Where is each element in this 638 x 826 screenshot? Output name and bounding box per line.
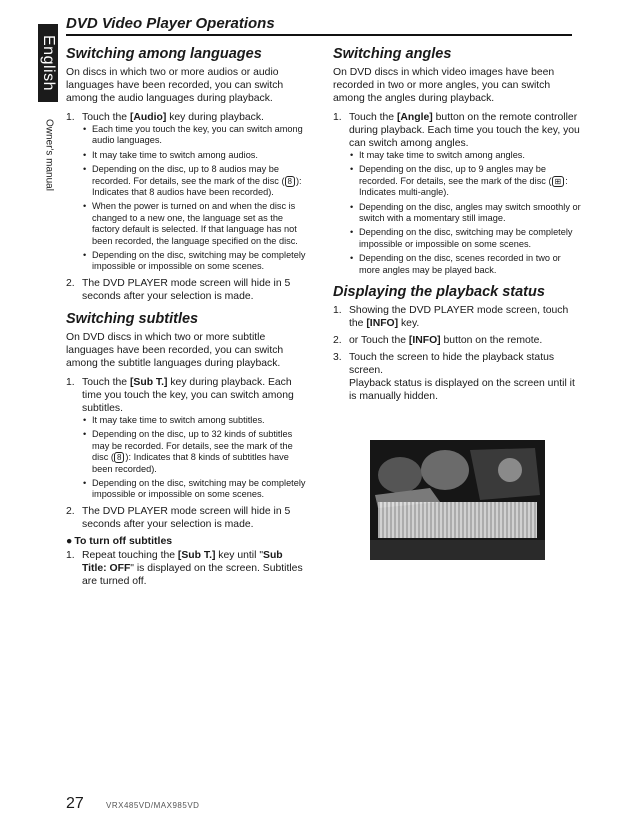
languages-notes	[82, 124, 310, 273]
page-header-title: DVD Video Player Operations	[66, 15, 275, 32]
section-heading-subtitles: Switching subtitles	[66, 310, 199, 327]
audio-mark-icon: 8	[285, 176, 295, 187]
list-item: • Depending on the disc, switching may be completely impossible or impossible on some scenes.	[349, 227, 581, 250]
section-heading-languages: Switching among languages	[66, 46, 262, 62]
languages-steps	[66, 111, 310, 303]
subtitle-mark-icon: 8	[114, 452, 124, 463]
language-tab-label: English	[40, 35, 57, 91]
subtitles-step-1: 1. Touch the [Sub T.] key during playback. Each time you touch the key, you can switch among subtitles. • It may take time to switch among subtitles. • Depending on the disc, up to 32 kinds of subtitles may be recorded. For details, see the mark of the disc ( 8 ): Indicates that 8 kinds of subtitles have been recorded). • Depending on the disc, switching may be completely impossible or impossible on some scenes.	[66, 376, 310, 501]
page-number: 27	[66, 795, 84, 812]
languages-step-1: 1. Touch the [Audio] key during playback. • Each time you touch the key, you can switch among audio languages. • It may take time to switch among audios. • Depending on the disc, up to 8 audios may be recorded. For details, see the mark of the disc ( 8 ): Indicates that 8 audios have been recorded). • When the power is turned on and when the disc is changed to a new one, the language set as the factory default is selected. If that language has not been recorded, the language specified on the disc. • Depending on the disc, switching may be completely impossible or impossible on some scenes.	[66, 111, 310, 273]
status-step-3: 3. Touch the screen to hide the playback status screen. Playback status is displayed on the screen until it is manually hidden.	[333, 352, 575, 403]
angles-notes	[349, 150, 581, 276]
status-steps	[333, 304, 581, 403]
turn-off-step-1: 1. Repeat touching the [Sub T.] key until "Sub Title: OFF" is displayed on the screen. Subtitles are turned off.	[66, 549, 303, 587]
turn-off-subtitles-heading: ● To turn off subtitles	[66, 535, 310, 547]
angles-steps	[333, 111, 581, 276]
section-heading-angles: Switching angles	[333, 46, 452, 62]
header-rule	[66, 34, 572, 36]
languages-step-2: 2. The DVD PLAYER mode screen will hide in 5 seconds after your selection is made.	[66, 277, 291, 302]
list-item: • It may take time to switch among audios.	[82, 150, 310, 161]
status-overlay-bar	[378, 502, 537, 538]
status-step-1: 1. Showing the DVD PLAYER mode screen, touch the [INFO] key.	[333, 305, 569, 330]
list-item: • Depending on the disc, up to 8 audios may be recorded. For details, see the mark of the disc ( 8 ): Indicates that 8 audios have been recorded).	[82, 164, 310, 198]
list-item: • Each time you touch the key, you can switch among audio languages.	[82, 124, 310, 147]
list-item: • Depending on the disc, up to 9 angles may be recorded. For details, see the mark of the disc ( ⊞ : Indicates multi-angle).	[349, 164, 581, 198]
subtitles-notes	[82, 415, 310, 501]
list-item: • Depending on the disc, up to 32 kinds of subtitles may be recorded. For details, see the mark of the disc ( 8 ): Indicates that 8 kinds of subtitles have been recorded).	[82, 429, 310, 475]
languages-intro: On discs in which two or more audios or audio languages have been recorded, you can switch among the audio languages during playback.	[66, 67, 284, 104]
subtitles-intro: On DVD discs in which two or more subtitle languages have been recorded, you can switch among the subtitle languages during playback.	[66, 331, 284, 369]
right-column	[333, 46, 581, 407]
left-column	[66, 46, 310, 592]
list-item: • Depending on the disc, switching may be completely impossible or impossible on some scenes.	[82, 478, 310, 501]
list-item: • Depending on the disc, switching may be completely impossible or impossible on some scenes.	[82, 250, 310, 273]
subtitles-step-2: 2. The DVD PLAYER mode screen will hide in 5 seconds after your selection is made.	[66, 505, 291, 530]
model-code: VRX485VD/MAX985VD	[106, 801, 200, 810]
list-item: • When the power is turned on and when the disc is changed to a new one, the language set as the factory default is selected. If that language has not been recorded, the language specified on the disc.	[82, 201, 310, 247]
multi-angle-mark-icon: ⊞	[552, 176, 565, 187]
manual-side-label: Owner's manual	[43, 119, 55, 191]
angles-step-1: 1. Touch the [Angle] button on the remote controller during playback. Each time you touch the key, you can switch among angles. • It may take time to switch among angles. • Depending on the disc, up to 9 angles may be recorded. For details, see the mark of the disc ( ⊞ : Indicates multi-angle). • Depending on the disc, angles may switch smoothly or switch with a momentary still image. • Depending on the disc, switching may be completely impossible or impossible on some scenes. • Depending on the disc, scenes recorded in two or more angles may be played back.	[333, 111, 581, 276]
status-note: Playback status is displayed on the screen until it is manually hidden.	[349, 378, 575, 403]
screenshot-scene	[370, 440, 545, 560]
list-item: • It may take time to switch among subtitles.	[82, 415, 310, 426]
turn-off-steps	[66, 549, 310, 588]
subtitles-steps	[66, 376, 310, 531]
section-heading-playback-status: Displaying the playback status	[333, 284, 545, 301]
angles-intro: On DVD discs in which video images have been recorded in two or more angles, you can switch among the angles during playback.	[333, 67, 555, 104]
list-item: • It may take time to switch among angles.	[349, 150, 581, 161]
status-step-2: 2. or Touch the [INFO] button on the remote.	[333, 335, 543, 347]
language-tab	[38, 24, 58, 102]
list-item: • Depending on the disc, angles may switch smoothly or switch with a momentary still image.	[349, 202, 581, 225]
playback-status-screenshot	[370, 440, 545, 560]
list-item: • Depending on the disc, scenes recorded in two or more angles may be played back.	[349, 253, 581, 276]
